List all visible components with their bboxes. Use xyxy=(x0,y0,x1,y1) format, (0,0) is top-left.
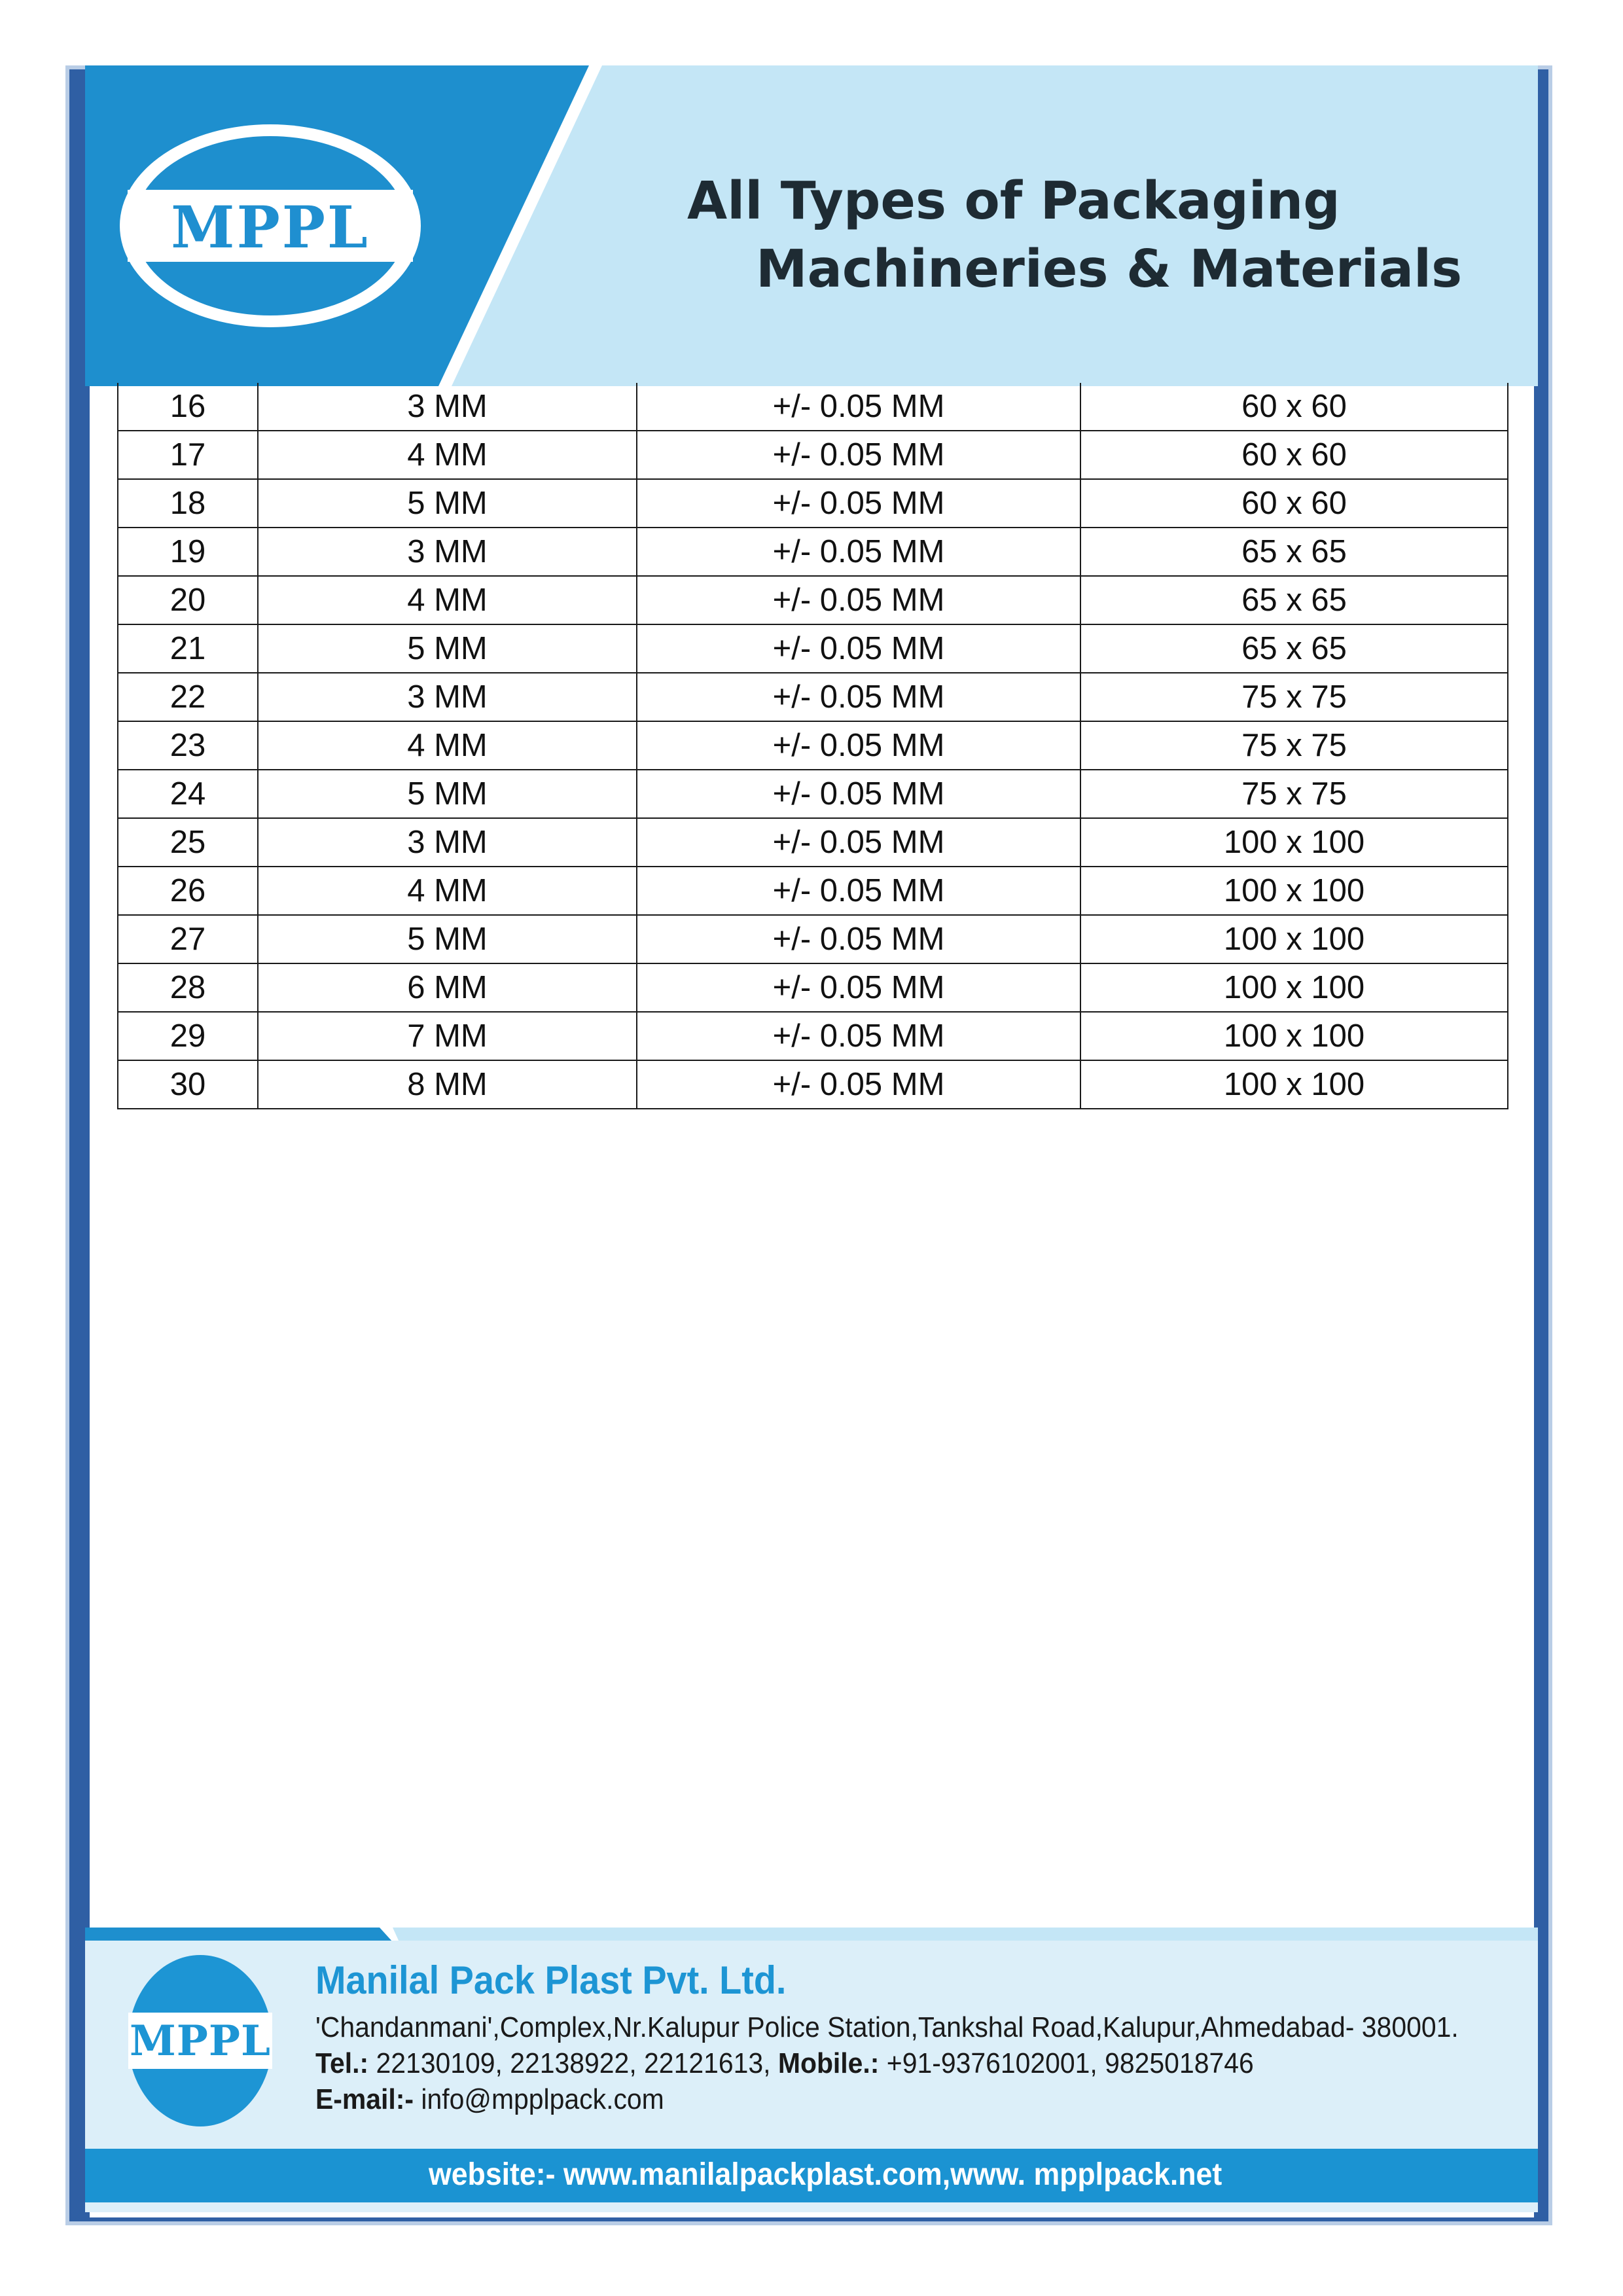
cell-no: 25 xyxy=(118,818,258,867)
header-title-line2: Machineries & Materials xyxy=(756,239,1463,299)
cell-no: 20 xyxy=(118,576,258,624)
cell-thickness: 6 MM xyxy=(258,963,637,1012)
cell-tolerance: +/- 0.05 MM xyxy=(637,915,1080,963)
email-address[interactable]: info@mpplpack.com xyxy=(414,2083,664,2115)
letterhead-footer xyxy=(85,1928,1538,2212)
cell-size: 60 x 60 xyxy=(1080,431,1508,479)
cell-size: 100 x 100 xyxy=(1080,818,1508,867)
cell-no: 16 xyxy=(118,383,258,431)
table-row xyxy=(118,963,1508,1012)
cell-thickness: 8 MM xyxy=(258,1060,637,1109)
cell-tolerance: +/- 0.05 MM xyxy=(637,479,1080,528)
table-row xyxy=(118,383,1508,431)
cell-thickness: 4 MM xyxy=(258,431,637,479)
cell-tolerance: +/- 0.05 MM xyxy=(637,383,1080,431)
cell-thickness: 4 MM xyxy=(258,721,637,770)
cell-no: 22 xyxy=(118,673,258,721)
email-label: E-mail:- xyxy=(315,2083,414,2115)
table-row xyxy=(118,624,1508,673)
cell-no: 27 xyxy=(118,915,258,963)
table-row xyxy=(118,479,1508,528)
cell-size: 75 x 75 xyxy=(1080,673,1508,721)
cell-tolerance: +/- 0.05 MM xyxy=(637,721,1080,770)
cell-size: 65 x 65 xyxy=(1080,576,1508,624)
cell-no: 19 xyxy=(118,528,258,576)
cell-thickness: 3 MM xyxy=(258,673,637,721)
cell-no: 21 xyxy=(118,624,258,673)
cell-tolerance: +/- 0.05 MM xyxy=(637,1060,1080,1109)
header-title-line1: All Types of Packaging xyxy=(687,171,1340,231)
cell-no: 28 xyxy=(118,963,258,1012)
cell-no: 17 xyxy=(118,431,258,479)
tel-label: Tel.: xyxy=(315,2047,369,2079)
cell-size: 60 x 60 xyxy=(1080,383,1508,431)
cell-tolerance: +/- 0.05 MM xyxy=(637,963,1080,1012)
cell-size: 65 x 65 xyxy=(1080,528,1508,576)
cell-thickness: 5 MM xyxy=(258,624,637,673)
header-title xyxy=(602,167,1538,303)
cell-tolerance: +/- 0.05 MM xyxy=(637,770,1080,818)
cell-size: 100 x 100 xyxy=(1080,1060,1508,1109)
cell-thickness: 4 MM xyxy=(258,867,637,915)
cell-thickness: 5 MM xyxy=(258,915,637,963)
table-row xyxy=(118,867,1508,915)
cell-size: 65 x 65 xyxy=(1080,624,1508,673)
table-row xyxy=(118,818,1508,867)
table-row xyxy=(118,770,1508,818)
cell-size: 100 x 100 xyxy=(1080,867,1508,915)
cell-size: 60 x 60 xyxy=(1080,479,1508,528)
letterhead-header xyxy=(85,65,1538,386)
cell-tolerance: +/- 0.05 MM xyxy=(637,576,1080,624)
cell-tolerance: +/- 0.05 MM xyxy=(637,673,1080,721)
table-row xyxy=(118,528,1508,576)
table-row xyxy=(118,673,1508,721)
cell-no: 23 xyxy=(118,721,258,770)
mobile-numbers: +91-9376102001, 9825018746 xyxy=(879,2047,1254,2079)
cell-thickness: 5 MM xyxy=(258,479,637,528)
cell-thickness: 3 MM xyxy=(258,818,637,867)
footer-top-bar xyxy=(85,1928,1538,1942)
cell-thickness: 3 MM xyxy=(258,383,637,431)
cell-no: 24 xyxy=(118,770,258,818)
cell-no: 29 xyxy=(118,1012,258,1060)
tel-numbers: 22130109, 22138922, 22121613, xyxy=(368,2047,778,2079)
cell-size: 75 x 75 xyxy=(1080,770,1508,818)
footer-logo xyxy=(128,1955,272,2126)
footer-logo-text: MPPL xyxy=(129,2017,272,2066)
company-address: 'Chandanmani',Complex,Nr.Kalupur Police Station,Tankshal Road,Kalupur,Ahmedabad- 380001. xyxy=(315,2011,1459,2043)
table-row xyxy=(118,915,1508,963)
table-row xyxy=(118,576,1508,624)
cell-thickness: 5 MM xyxy=(258,770,637,818)
cell-thickness: 7 MM xyxy=(258,1012,637,1060)
cell-tolerance: +/- 0.05 MM xyxy=(637,624,1080,673)
cell-no: 26 xyxy=(118,867,258,915)
cell-tolerance: +/- 0.05 MM xyxy=(637,528,1080,576)
table-row xyxy=(118,431,1508,479)
website-links[interactable]: website:- www.manilalpackplast.com,www. mpplpack.net xyxy=(429,2157,1222,2192)
mobile-label: Mobile.: xyxy=(777,2047,880,2079)
cell-thickness: 4 MM xyxy=(258,576,637,624)
cell-size: 100 x 100 xyxy=(1080,915,1508,963)
cell-tolerance: +/- 0.05 MM xyxy=(637,1012,1080,1060)
phone-line xyxy=(315,2047,1254,2080)
table-row xyxy=(118,721,1508,770)
cell-thickness: 3 MM xyxy=(258,528,637,576)
mppl-logo xyxy=(120,124,421,327)
spec-table-body xyxy=(118,383,1508,1109)
cell-size: 100 x 100 xyxy=(1080,963,1508,1012)
company-name: Manilal Pack Plast Pvt. Ltd. xyxy=(315,1958,787,2002)
table-row xyxy=(118,1012,1508,1060)
email-line xyxy=(315,2083,664,2116)
cell-size: 100 x 100 xyxy=(1080,1012,1508,1060)
header-logo-text: MPPL xyxy=(171,193,370,261)
cell-no: 30 xyxy=(118,1060,258,1109)
cell-tolerance: +/- 0.05 MM xyxy=(637,431,1080,479)
cell-no: 18 xyxy=(118,479,258,528)
cell-size: 75 x 75 xyxy=(1080,721,1508,770)
website-bar xyxy=(85,2149,1538,2202)
spec-table xyxy=(117,383,1508,1109)
table-row xyxy=(118,1060,1508,1109)
cell-tolerance: +/- 0.05 MM xyxy=(637,867,1080,915)
cell-tolerance: +/- 0.05 MM xyxy=(637,818,1080,867)
